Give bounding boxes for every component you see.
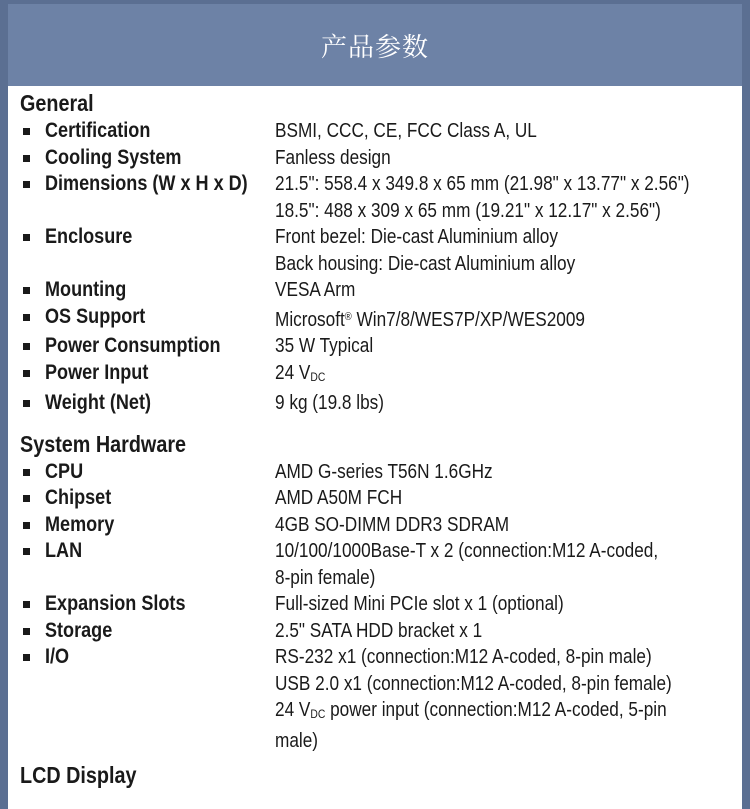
spec-label: Weight (Net) — [45, 391, 152, 414]
bullet-icon — [23, 181, 30, 188]
spec-value: Full-sized Mini PCIe slot x 1 (optional) — [275, 593, 564, 615]
spec-label: Cooling System — [45, 145, 182, 169]
spec-label: OS Support — [45, 304, 146, 328]
spec-label: Power Consumption — [45, 334, 221, 357]
spec-row-power-input — [20, 360, 735, 391]
spec-label: CPU — [45, 459, 84, 483]
bullet-icon — [23, 628, 30, 635]
dc-subscript: DC — [310, 369, 326, 384]
spec-value: 10/100/1000Base-T x 2 (connection:M12 A-coded, — [275, 540, 659, 562]
spec-value: Back housing: Die-cast Aluminium alloy — [275, 252, 576, 275]
spec-row-io — [20, 644, 735, 754]
bullet-icon — [23, 314, 30, 321]
spec-value: Fanless design — [275, 146, 391, 169]
spec-value: Microsoft® Win7/8/WES7P/XP/WES2009 — [275, 308, 586, 331]
bullet-icon — [23, 155, 30, 162]
spec-value: 8-pin female) — [275, 566, 376, 589]
spec-label: Expansion Slots — [45, 592, 186, 615]
bullet-icon — [23, 234, 30, 241]
bullet-icon — [23, 522, 30, 529]
page-header — [8, 4, 742, 86]
spec-row-lan — [20, 538, 735, 591]
spec-value: male) — [275, 729, 319, 752]
spec-label: Storage — [45, 618, 113, 642]
spec-value: BSMI, CCC, CE, FCC Class A, UL — [275, 120, 537, 142]
spec-label: Memory — [45, 512, 115, 536]
spec-row-mounting — [20, 277, 735, 304]
bullet-icon — [23, 343, 30, 350]
spec-row-enclosure — [20, 224, 735, 277]
spec-label: Enclosure — [45, 225, 133, 248]
spec-label: Power Input — [45, 360, 149, 384]
spec-row-storage — [20, 618, 735, 645]
spec-value: 24 VDC power input (connection:M12 A-coded, 5-pin — [275, 699, 667, 721]
spec-row-expansion-slots — [20, 591, 735, 618]
spec-value: AMD A50M FCH — [275, 487, 403, 509]
spec-row-cpu — [20, 459, 735, 486]
spec-content — [20, 88, 735, 790]
spec-row-chipset — [20, 485, 735, 512]
spec-value: VESA Arm — [275, 279, 356, 301]
spec-value: 18.5": 488 x 309 x 65 mm (19.21" x 12.17" x 2.56") — [275, 199, 661, 222]
dc-subscript: DC — [310, 707, 326, 721]
spec-row-cooling-system — [20, 145, 735, 172]
spec-value: AMD G-series T56N 1.6GHz — [275, 460, 493, 483]
section-title-system-hardware: System Hardware — [20, 430, 187, 457]
bullet-icon — [23, 469, 30, 476]
spec-row-certification — [20, 118, 735, 145]
spec-row-memory — [20, 512, 735, 539]
bullet-icon — [23, 495, 30, 502]
registered-mark: ® — [344, 310, 352, 323]
spec-value: Front bezel: Die-cast Aluminium alloy — [275, 226, 558, 248]
spec-label: Chipset — [45, 486, 112, 509]
spec-label: Certification — [45, 119, 151, 142]
bullet-icon — [23, 370, 30, 377]
bullet-icon — [23, 548, 30, 555]
section-title-lcd-display: LCD Display — [20, 762, 137, 788]
bullet-icon — [23, 654, 30, 661]
spec-label: Mounting — [45, 278, 127, 301]
spec-label: I/O — [45, 645, 70, 668]
spec-row-dimensions — [20, 171, 735, 224]
spec-row-power-consumption — [20, 333, 735, 360]
bullet-icon — [23, 128, 30, 135]
bullet-icon — [23, 601, 30, 608]
bullet-icon — [23, 287, 30, 294]
spec-value: 4GB SO-DIMM DDR3 SDRAM — [275, 513, 510, 536]
spec-label: Dimensions (W x H x D) — [45, 172, 248, 195]
header-title: 产品参数 — [320, 32, 429, 63]
spec-value: 2.5" SATA HDD bracket x 1 — [275, 619, 483, 642]
section-title-general: General — [20, 90, 94, 116]
spec-label: LAN — [45, 539, 83, 562]
spec-value: 9 kg (19.8 lbs) — [275, 392, 384, 414]
spec-value: 21.5": 558.4 x 349.8 x 65 mm (21.98" x 13.77" x 2.56") — [275, 173, 690, 195]
spec-row-os-support — [20, 304, 735, 334]
bullet-icon — [23, 400, 30, 407]
spec-value: 35 W Typical — [275, 335, 374, 357]
spec-value: 24 VDC — [275, 361, 326, 384]
spec-row-weight — [20, 390, 735, 417]
spec-value: RS-232 x1 (connection:M12 A-coded, 8-pin male) — [275, 646, 652, 668]
spec-value: USB 2.0 x1 (connection:M12 A-coded, 8-pin female) — [275, 672, 672, 695]
